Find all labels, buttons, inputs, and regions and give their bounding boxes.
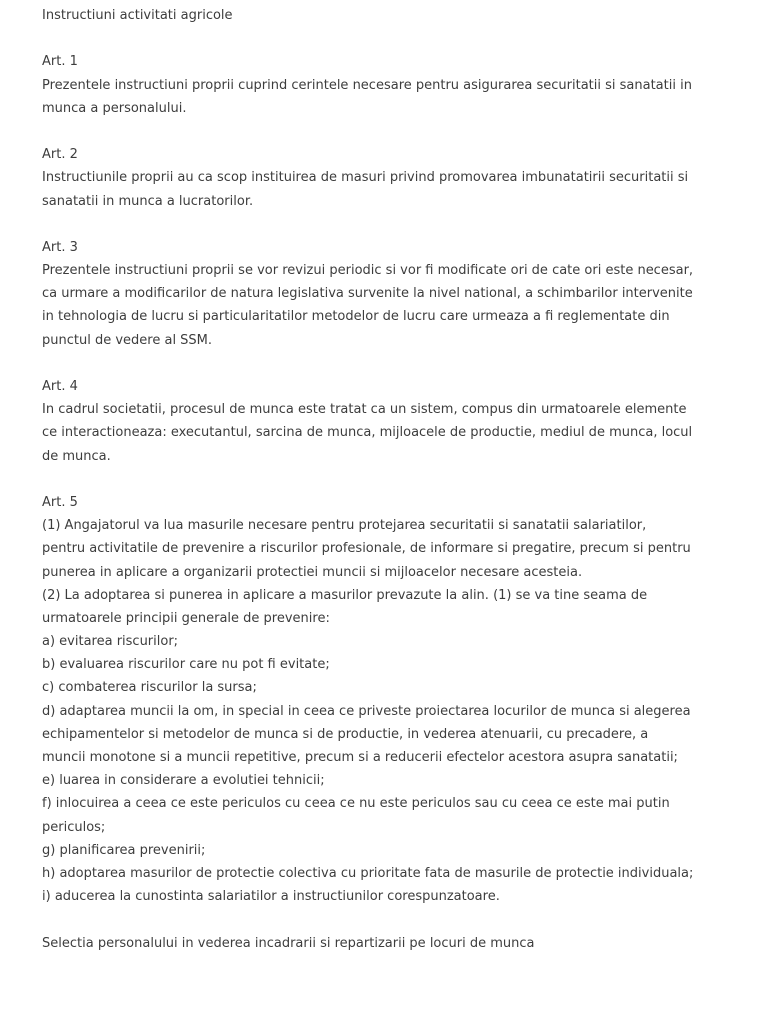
spacer (42, 908, 732, 931)
article-text-line: (1) Angajatorul va lua masurile necesare pentru protejarea securitatii si sanatatii salariatilor, (42, 518, 647, 534)
spacer (42, 352, 732, 375)
article-2 (42, 143, 732, 213)
section-heading: Selectia personalului in vederea incadrarii si repartizarii pe locuri de munca (42, 935, 535, 951)
spacer (42, 468, 732, 491)
article-text-line: (2) La adoptarea si punerea in aplicare a masurilor prevazute la alin. (1) se va tine seama de (42, 587, 648, 603)
article-heading: Art. 4 (42, 379, 78, 394)
article-4 (42, 375, 732, 468)
spacer (42, 213, 732, 236)
article-text-line: sanatatii in munca a lucratorilor. (42, 193, 254, 209)
list-item-i: i) aducerea la cunostinta salariatilor a instructiunilor corespunzatoare. (42, 889, 500, 905)
article-heading: Art. 2 (42, 147, 78, 163)
article-text-line: Prezentele instructiuni proprii se vor revizui periodic si vor fi modificate ori de cate ori este necesar, (42, 263, 694, 279)
article-text-line: pentru activitatile de prevenire a riscurilor profesionale, de informare si pregatire, precum si pentru (42, 541, 691, 557)
list-item-b: b) evaluarea riscurilor care nu pot fi evitate; (42, 657, 330, 673)
list-item-g: g) planificarea prevenirii; (42, 842, 206, 858)
list-item-e: e) luarea in considerare a evolutiei tehnicii; (42, 773, 325, 789)
article-text-line: punctul de vedere al SSM. (42, 332, 213, 348)
document-page (42, 4, 732, 955)
article-text-line: urmatoarele principii generale de prevenire: (42, 610, 330, 626)
article-text-line: Prezentele instructiuni proprii cuprind cerintele necesare pentru asigurarea securitatii si sanatatii in (42, 77, 692, 93)
article-text-line: munca a personalului. (42, 100, 187, 116)
list-item-a: a) evitarea riscurilor; (42, 634, 179, 650)
article-text-line: Instructiunile proprii au ca scop instituirea de masuri privind promovarea imbunatatirii securitatii si (42, 170, 689, 186)
list-item-d-continued: echipamentelor si metodelor de munca si de productie, in vederea atenuarii, cu precadere, a (42, 726, 649, 742)
article-heading: Art. 5 (42, 494, 78, 510)
article-text-line: punerea in aplicare a organizarii protectiei muncii si mijloacelor necesare acesteia. (42, 564, 583, 580)
article-heading: Art. 1 (42, 54, 78, 70)
spacer (42, 27, 732, 50)
article-5 (42, 491, 732, 908)
article-text-line: In cadrul societatii, procesul de munca este tratat ca un sistem, compus din urmatoarele elemente (42, 402, 687, 418)
list-item-d: d) adaptarea muncii la om, in special in ceea ce priveste proiectarea locurilor de munca si alegerea (42, 703, 691, 719)
article-heading: Art. 3 (42, 239, 78, 255)
article-text-line: in tehnologia de lucru si particularitatilor metodelor de lucru care urmeaza a fi reglementate din (42, 309, 670, 325)
article-text-line: ce interactioneaza: executantul, sarcina de munca, mijloacele de productie, mediul de munca, locul (42, 425, 693, 441)
article-3 (42, 236, 732, 352)
article-text-line: ca urmare a modificarilor de natura legislativa survenite la nivel national, a schimbarilor intervenite (42, 286, 693, 302)
list-item-d-continued: muncii monotone si a muncii repetitive, precum si a reducerii efectelor acestora asupra sanatatii; (42, 750, 678, 765)
article-text-line: de munca. (42, 448, 111, 464)
list-item-f-continued: periculos; (42, 819, 106, 835)
list-item-h: h) adoptarea masurilor de protectie colectiva cu prioritate fata de masurile de protectie individuala; (42, 865, 694, 881)
list-item-c: c) combaterea riscurilor la sursa; (42, 680, 257, 696)
article-1 (42, 50, 732, 120)
document-title: Instructiuni activitati agricole (42, 8, 233, 23)
list-item-f: f) inlocuirea a ceea ce este periculos cu ceea ce nu este periculos sau cu ceea ce este mai putin (42, 796, 670, 812)
spacer (42, 120, 732, 143)
